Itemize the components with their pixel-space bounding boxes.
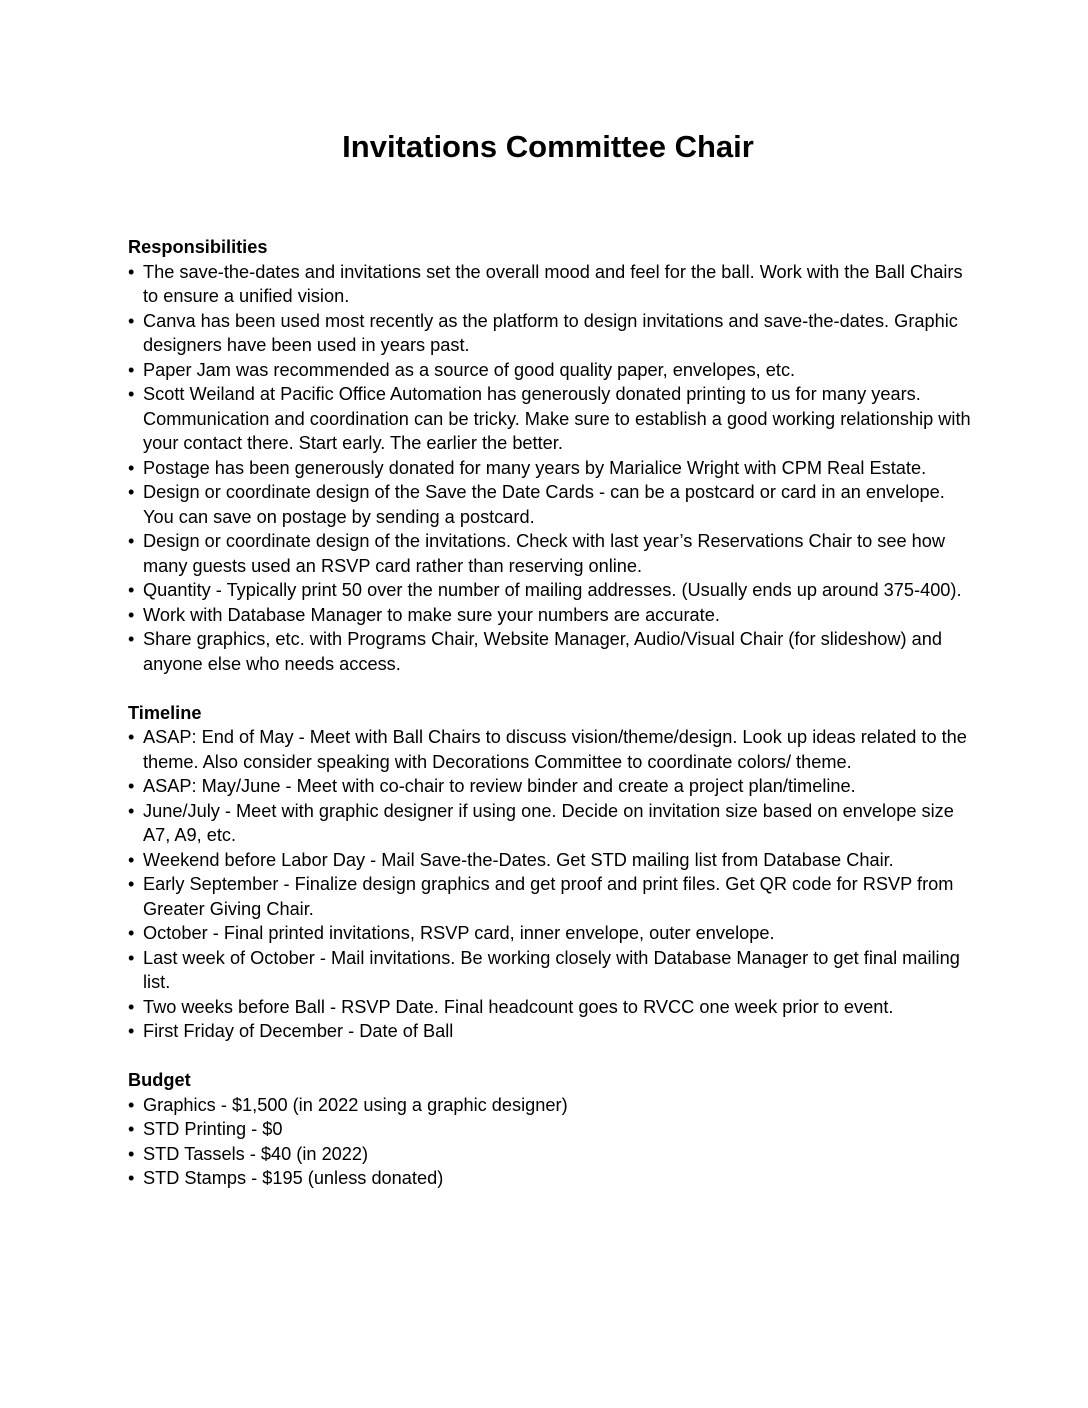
- list-item: [128, 358, 978, 383]
- section-heading: Budget: [128, 1070, 191, 1090]
- list-item: [128, 946, 978, 995]
- section-responsibilities: [128, 235, 978, 676]
- list-item-text: ASAP: End of May - Meet with Ball Chairs to discuss vision/theme/design. Look up ideas related to the theme. Also consider speaking with Decorations Committee to coordinate colors/ theme.: [143, 727, 967, 772]
- bullet-icon: •: [128, 849, 135, 870]
- list-item: [128, 1117, 978, 1142]
- bullet-icon: •: [128, 776, 135, 796]
- list-item: [128, 309, 978, 358]
- bullet-icon: •: [128, 629, 135, 649]
- list-item: [128, 1166, 978, 1191]
- bullet-icon: •: [128, 580, 135, 600]
- section-budget: [128, 1068, 978, 1191]
- bullet-icon: •: [128, 923, 135, 943]
- bullet-list: [128, 1093, 978, 1191]
- list-item-text: Design or coordinate design of the Save the Date Cards - can be a postcard or card in an envelope. You can save on postage by sending a postcard.: [143, 482, 945, 527]
- list-item-text: Design or coordinate design of the invitations. Check with last year’s Reservations Chair to see how many guests used an RSVP card rather than reserving online.: [143, 531, 946, 576]
- list-item-text: First Friday of December - Date of Ball: [143, 1021, 454, 1041]
- bullet-icon: •: [128, 996, 135, 1017]
- list-item-text: Canva has been used most recently as the platform to design invitations and save-the-dates. Graphic designers have been used in years past.: [143, 310, 958, 355]
- bullet-icon: •: [128, 482, 135, 502]
- bullet-icon: •: [128, 1168, 135, 1188]
- section-heading: Timeline: [128, 702, 202, 723]
- list-item: [128, 529, 978, 578]
- bullet-icon: •: [128, 947, 135, 968]
- list-item-text: STD Stamps - $195 (unless donated): [143, 1168, 444, 1188]
- list-item: [128, 872, 978, 921]
- list-item: [128, 995, 978, 1020]
- bullet-icon: •: [128, 874, 135, 894]
- list-item-text: Two weeks before Ball - RSVP Date. Final headcount goes to RVCC one week prior to event.: [143, 996, 894, 1017]
- list-item-text: Share graphics, etc. with Programs Chair, Website Manager, Audio/Visual Chair (for slideshow) and anyone else who needs access.: [143, 629, 942, 674]
- list-item: [128, 603, 978, 628]
- list-item-text: Postage has been generously donated for many years by Marialice Wright with CPM Real Estate.: [143, 457, 927, 478]
- list-item-text: June/July - Meet with graphic designer if using one. Decide on invitation size based on envelope size A7, A9, etc.: [143, 800, 954, 845]
- list-item: [128, 627, 978, 676]
- list-item-text: Early September - Finalize design graphics and get proof and print files. Get QR code for RSVP from Greater Giving Chair.: [143, 874, 954, 919]
- list-item: [128, 1142, 978, 1167]
- list-item: [128, 799, 978, 848]
- list-item-text: Paper Jam was recommended as a source of good quality paper, envelopes, etc.: [143, 359, 796, 380]
- bullet-icon: •: [128, 1094, 135, 1115]
- list-item-text: ASAP: May/June - Meet with co-chair to review binder and create a project plan/timeline.: [143, 776, 856, 796]
- list-item: [128, 725, 978, 774]
- bullet-icon: •: [128, 800, 135, 821]
- list-item-text: Last week of October - Mail invitations. Be working closely with Database Manager to get final mailing list.: [143, 947, 960, 992]
- list-item: [128, 1093, 978, 1118]
- bullet-icon: •: [128, 310, 135, 331]
- section-timeline: [128, 701, 978, 1044]
- bullet-icon: •: [128, 531, 135, 551]
- list-item: [128, 1019, 978, 1044]
- document-body: [128, 235, 978, 1191]
- list-item: [128, 921, 978, 946]
- list-item: [128, 578, 978, 603]
- list-item-text: Quantity - Typically print 50 over the number of mailing addresses. (Usually ends up around 375-400).: [143, 580, 962, 600]
- list-item-text: The save-the-dates and invitations set the overall mood and feel for the ball. Work with the Ball Chairs to ensure a unified vision.: [143, 261, 963, 306]
- list-item-text: Weekend before Labor Day - Mail Save-the-Dates. Get STD mailing list from Database Chair.: [143, 849, 894, 870]
- list-item: [128, 456, 978, 481]
- page-title: Invitations Committee Chair: [342, 129, 754, 164]
- bullet-list: [128, 725, 978, 1044]
- list-item-text: Scott Weiland at Pacific Office Automation has generously donated printing to us for many years. Communication and coordination can be tricky. Make sure to establish a good working relationship with your contact there. Start early. The earlier the better.: [143, 384, 971, 453]
- list-item: [128, 382, 978, 456]
- bullet-icon: •: [128, 727, 135, 747]
- bullet-icon: •: [128, 457, 135, 478]
- bullet-icon: •: [128, 604, 135, 625]
- list-item-text: October - Final printed invitations, RSVP card, inner envelope, outer envelope.: [143, 923, 775, 943]
- list-item-text: Graphics - $1,500 (in 2022 using a graphic designer): [143, 1094, 568, 1115]
- bullet-icon: •: [128, 359, 135, 380]
- bullet-icon: •: [128, 384, 135, 404]
- bullet-list: [128, 260, 978, 677]
- list-item-text: STD Tassels - $40 (in 2022): [143, 1143, 369, 1164]
- list-item-text: Work with Database Manager to make sure your numbers are accurate.: [143, 604, 720, 625]
- bullet-icon: •: [128, 1119, 135, 1139]
- list-item: [128, 480, 978, 529]
- list-item: [128, 260, 978, 309]
- list-item: [128, 774, 978, 799]
- bullet-icon: •: [128, 1143, 135, 1164]
- bullet-icon: •: [128, 261, 135, 282]
- list-item: [128, 848, 978, 873]
- bullet-icon: •: [128, 1021, 135, 1041]
- list-item-text: STD Printing - $0: [143, 1119, 283, 1139]
- section-heading: Responsibilities: [128, 237, 268, 257]
